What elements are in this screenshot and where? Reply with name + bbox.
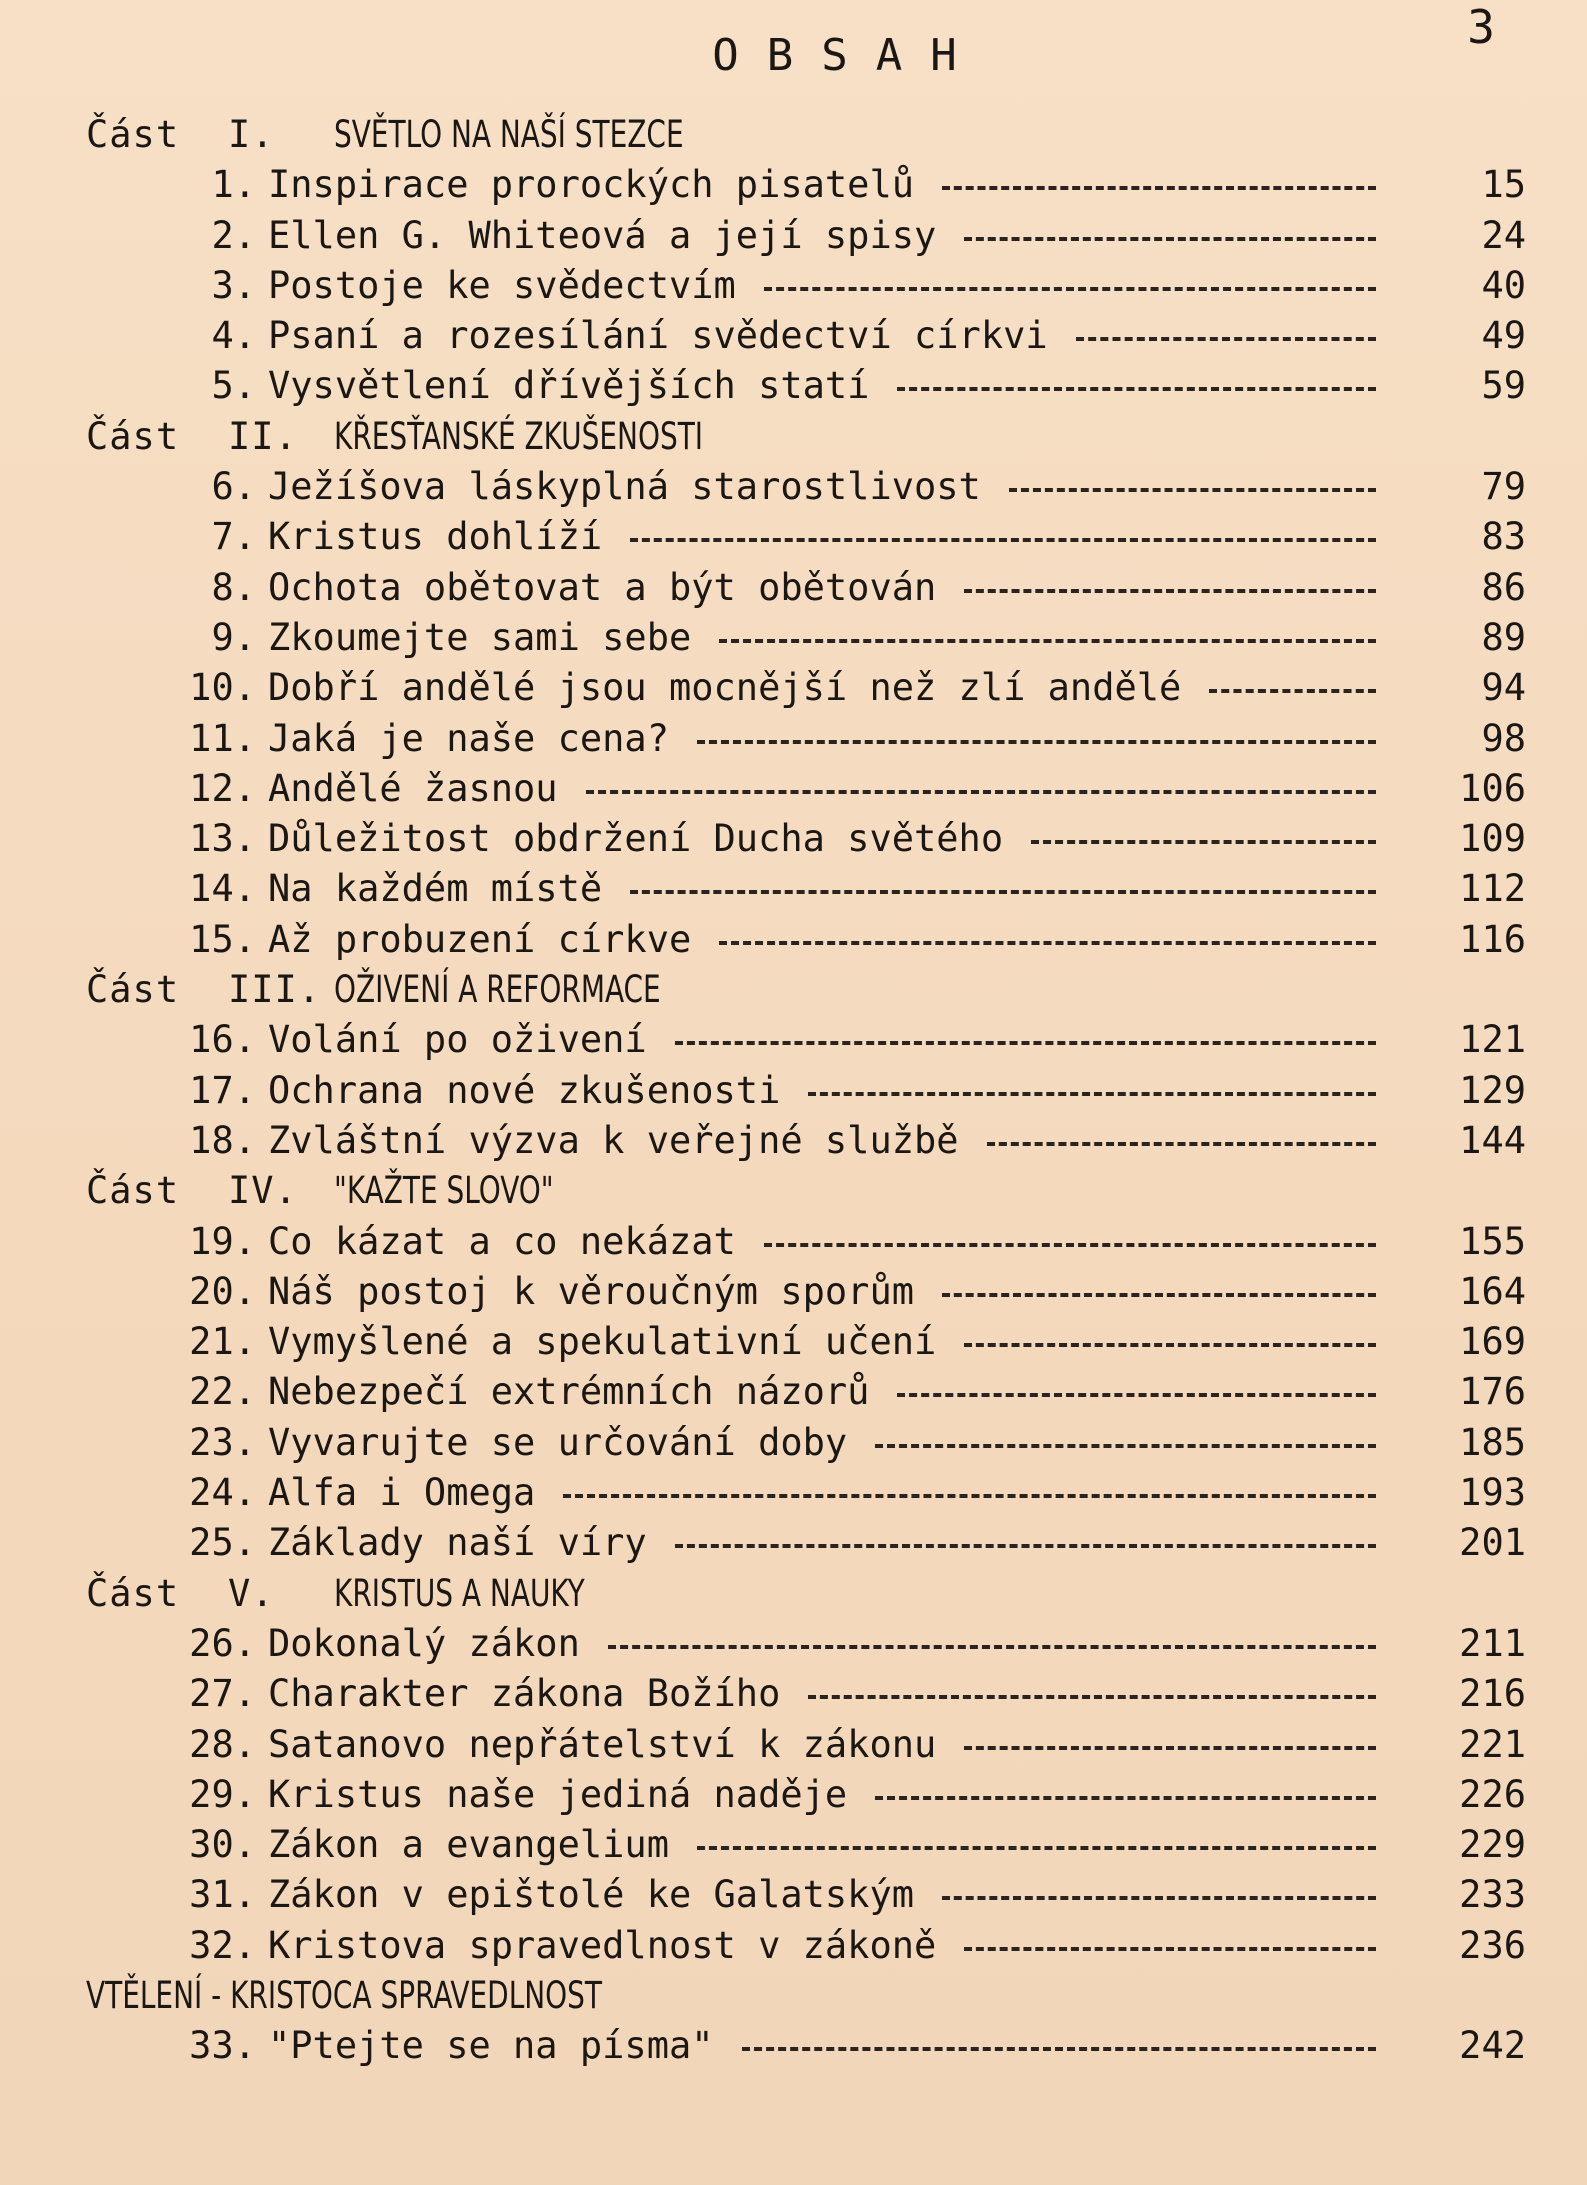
toc-entry[interactable] (86, 2021, 1526, 2071)
dot-leader (675, 1041, 1376, 1045)
entry-page-number: 98 (1481, 716, 1526, 760)
dot-leader (964, 237, 1376, 241)
toc-entry[interactable] (86, 211, 1526, 261)
section-prefix: Část (86, 113, 180, 156)
entry-page-number: 155 (1459, 1219, 1526, 1263)
entry-page-number: 109 (1459, 817, 1526, 861)
dot-leader (964, 1947, 1376, 1951)
entry-title: Ochota obětovat a být obětován (268, 565, 937, 609)
entry-page-number: 229 (1459, 1823, 1526, 1867)
toc-entry[interactable] (86, 764, 1526, 814)
entry-number: 26. (189, 1621, 256, 1665)
toc-entry[interactable] (86, 1770, 1526, 1820)
toc-entry[interactable] (86, 1015, 1526, 1065)
dot-leader (964, 1343, 1376, 1347)
entry-number: 33. (189, 2024, 256, 2068)
toc-entry[interactable] (86, 864, 1526, 914)
entry-title: Inspirace prorockých pisatelů (268, 163, 915, 207)
entry-page-number: 226 (1459, 1772, 1526, 1816)
dot-leader (586, 790, 1376, 794)
toc-entry[interactable] (86, 462, 1526, 512)
section-heading (86, 965, 1526, 1015)
dot-leader (675, 1544, 1376, 1548)
toc-entry[interactable] (86, 1720, 1526, 1770)
entry-page-number: 193 (1459, 1471, 1526, 1515)
entry-number: 9. (211, 615, 256, 659)
toc-entry[interactable] (86, 160, 1526, 210)
dot-leader (1209, 689, 1376, 693)
toc-entry[interactable] (86, 915, 1526, 965)
section-heading (86, 110, 1526, 160)
entry-page-number: 89 (1481, 615, 1526, 659)
section-numeral: I. (228, 113, 275, 156)
dot-leader (942, 186, 1376, 190)
entry-page-number: 221 (1459, 1722, 1526, 1766)
entry-number: 27. (189, 1672, 256, 1716)
entry-page-number: 59 (1481, 364, 1526, 408)
entry-title: Postoje ke svědectvím (268, 263, 736, 307)
dot-leader (742, 2047, 1376, 2051)
section-numeral: V. (228, 1571, 275, 1615)
entry-page-number: 185 (1459, 1420, 1526, 1464)
page-number: 3 (1467, 0, 1495, 54)
page-title: OBSAH (712, 30, 985, 81)
toc-entry[interactable] (86, 1066, 1526, 1116)
entry-number: 14. (189, 867, 256, 911)
entry-number: 8. (211, 565, 256, 609)
entry-title: Kristova spravedlnost v zákoně (268, 1923, 937, 1967)
toc-entry[interactable] (86, 714, 1526, 764)
entry-page-number: 94 (1481, 666, 1526, 710)
entry-number: 4. (211, 314, 256, 358)
entry-number: 25. (189, 1521, 256, 1565)
entry-number: 10. (189, 666, 256, 710)
entry-page-number: 49 (1481, 314, 1526, 358)
entry-page-number: 201 (1459, 1521, 1526, 1565)
dot-leader (897, 387, 1376, 391)
entry-title: Ellen G. Whiteová a její spisy (268, 213, 937, 257)
section-title: KRISTUS A NAUKY (334, 1571, 585, 1615)
entry-title: Vyvarujte se určování doby (268, 1420, 848, 1464)
section-numeral: III. (228, 968, 322, 1012)
entry-title: Zákon a evangelium (268, 1823, 669, 1867)
entry-number: 2. (211, 213, 256, 257)
section-numeral: IV. (228, 1169, 298, 1213)
entry-number: 23. (189, 1420, 256, 1464)
entry-number: 3. (211, 263, 256, 307)
section-title: SVĚTLO NA NAŠÍ STEZCE (334, 113, 684, 156)
entry-page-number: 233 (1459, 1873, 1526, 1917)
entry-title: Důležitost obdržení Ducha světého (268, 817, 1004, 861)
entry-page-number: 83 (1481, 515, 1526, 559)
dot-leader (875, 1444, 1376, 1448)
entry-number: 1. (211, 163, 256, 207)
entry-page-number: 169 (1459, 1320, 1526, 1364)
entry-page-number: 121 (1459, 1018, 1526, 1062)
entry-number: 20. (189, 1269, 256, 1313)
entry-title: Zvláštní výzva k veřejné službě (268, 1118, 959, 1162)
entry-title: Kristus dohlíží (268, 515, 603, 559)
entry-title: Co kázat a co nekázat (268, 1219, 736, 1263)
toc-entry[interactable] (86, 1669, 1526, 1719)
toc-entry[interactable] (86, 613, 1526, 663)
toc-entry[interactable] (86, 311, 1526, 361)
dot-leader (875, 1796, 1376, 1800)
section-numeral: II. (228, 414, 298, 458)
dot-leader (1031, 840, 1376, 844)
section-heading (86, 1971, 1526, 2021)
entry-number: 28. (189, 1722, 256, 1766)
dot-leader (964, 1746, 1376, 1750)
section-title: KŘESŤANSKÉ ZKUŠENOSTI (334, 414, 704, 458)
entry-number: 22. (189, 1370, 256, 1414)
table-of-contents (86, 110, 1526, 2072)
entry-title: Ježíšova láskyplná starostlivost (268, 465, 981, 509)
entry-number: 31. (189, 1873, 256, 1917)
entry-number: 12. (189, 766, 256, 810)
toc-entry[interactable] (86, 1921, 1526, 1971)
dot-leader (764, 1243, 1376, 1247)
entry-number: 32. (189, 1923, 256, 1967)
toc-entry[interactable] (86, 814, 1526, 864)
entry-number: 5. (211, 364, 256, 408)
dot-leader (987, 1142, 1376, 1146)
entry-title: Vymyšlené a spekulativní učení (268, 1320, 937, 1364)
dot-leader (1076, 337, 1376, 341)
toc-entry[interactable] (86, 1116, 1526, 1166)
toc-entry[interactable] (86, 563, 1526, 613)
entry-number: 29. (189, 1772, 256, 1816)
entry-title: Satanovo nepřátelství k zákonu (268, 1722, 937, 1766)
toc-entry[interactable] (86, 663, 1526, 713)
entry-title: Volání po oživení (268, 1018, 647, 1062)
entry-title: Základy naší víry (268, 1521, 647, 1565)
entry-number: 7. (211, 515, 256, 559)
entry-title: Psaní a rozesílání svědectví církvi (268, 314, 1048, 358)
entry-page-number: 112 (1459, 867, 1526, 911)
dot-leader (942, 1293, 1376, 1297)
entry-number: 17. (189, 1068, 256, 1112)
entry-page-number: 106 (1459, 766, 1526, 810)
entry-page-number: 242 (1459, 2024, 1526, 2068)
section-heading (86, 412, 1526, 462)
entry-title: Andělé žasnou (268, 766, 558, 810)
entry-title: Zkoumejte sami sebe (268, 615, 692, 659)
entry-page-number: 24 (1481, 213, 1526, 257)
entry-number: 24. (189, 1471, 256, 1515)
section-prefix: Část (86, 1571, 180, 1615)
entry-number: 21. (189, 1320, 256, 1364)
dot-leader (697, 740, 1376, 744)
entry-number: 11. (189, 716, 256, 760)
entry-page-number: 144 (1459, 1118, 1526, 1162)
toc-entry[interactable] (86, 1870, 1526, 1920)
dot-leader (897, 1393, 1376, 1397)
section-heading (86, 1569, 1526, 1619)
dot-leader (630, 538, 1376, 542)
entry-page-number: 211 (1459, 1621, 1526, 1665)
entry-title: Vysvětlení dřívějších statí (268, 364, 870, 408)
section-heading (86, 1166, 1526, 1216)
entry-page-number: 129 (1459, 1068, 1526, 1112)
entry-title: Kristus naše jediná naděje (268, 1772, 848, 1816)
section-title: "KAŽTE SLOVO" (334, 1169, 554, 1213)
toc-entry[interactable] (86, 1217, 1526, 1267)
entry-page-number: 86 (1481, 565, 1526, 609)
entry-title: Na každém místě (268, 867, 603, 911)
entry-number: 30. (189, 1823, 256, 1867)
entry-page-number: 164 (1459, 1269, 1526, 1313)
entry-title: Dokonalý zákon (268, 1621, 580, 1665)
toc-entry[interactable] (86, 1418, 1526, 1468)
entry-page-number: 40 (1481, 263, 1526, 307)
entry-number: 15. (189, 917, 256, 961)
dot-leader (719, 941, 1376, 945)
section-prefix: Část (86, 1169, 180, 1213)
entry-page-number: 236 (1459, 1923, 1526, 1967)
toc-entry[interactable] (86, 261, 1526, 311)
dot-leader (808, 1695, 1376, 1699)
dot-leader (964, 589, 1376, 593)
toc-entry[interactable] (86, 1317, 1526, 1367)
toc-entry[interactable] (86, 1367, 1526, 1417)
toc-entry[interactable] (86, 1267, 1526, 1317)
dot-leader (764, 287, 1376, 291)
entry-number: 18. (189, 1118, 256, 1162)
entry-page-number: 176 (1459, 1370, 1526, 1414)
dot-leader (608, 1645, 1376, 1649)
section-prefix: Část (86, 968, 180, 1012)
entry-number: 16. (189, 1018, 256, 1062)
dot-leader (719, 639, 1376, 643)
dot-leader (942, 1896, 1376, 1900)
entry-number: 6. (211, 465, 256, 509)
entry-page-number: 216 (1459, 1672, 1526, 1716)
toc-entry[interactable] (86, 361, 1526, 411)
toc-entry[interactable] (86, 1820, 1526, 1870)
entry-page-number: 116 (1459, 917, 1526, 961)
entry-number: 19. (189, 1219, 256, 1263)
toc-entry[interactable] (86, 1619, 1526, 1669)
dot-leader (1009, 488, 1376, 492)
entry-title: Náš postoj k věroučným sporům (268, 1269, 915, 1313)
section-title: OŽIVENÍ A REFORMACE (334, 968, 661, 1012)
entry-title: Až probuzení církve (268, 917, 692, 961)
toc-entry[interactable] (86, 512, 1526, 562)
section-prefix: Část (86, 414, 180, 458)
entry-title: "Ptejte se na písma" (268, 2024, 714, 2068)
entry-number: 13. (189, 817, 256, 861)
dot-leader (630, 890, 1376, 894)
entry-page-number: 15 (1481, 163, 1526, 207)
dot-leader (697, 1846, 1376, 1850)
toc-entry[interactable] (86, 1468, 1526, 1518)
section-title: VTĚLENÍ - KRISTOCA SPRAVEDLNOST (86, 1973, 603, 2017)
toc-entry[interactable] (86, 1518, 1526, 1568)
entry-title: Alfa i Omega (268, 1471, 536, 1515)
entry-title: Nebezpečí extrémních názorů (268, 1370, 870, 1414)
entry-title: Zákon v epištolé ke Galatským (268, 1873, 915, 1917)
entry-title: Charakter zákona Božího (268, 1672, 781, 1716)
entry-title: Ochrana nové zkušenosti (268, 1068, 781, 1112)
entry-page-number: 79 (1481, 465, 1526, 509)
entry-title: Dobří andělé jsou mocnější než zlí andělé (268, 666, 1182, 710)
dot-leader (563, 1494, 1376, 1498)
entry-title: Jaká je naše cena? (268, 716, 669, 760)
dot-leader (808, 1092, 1376, 1096)
